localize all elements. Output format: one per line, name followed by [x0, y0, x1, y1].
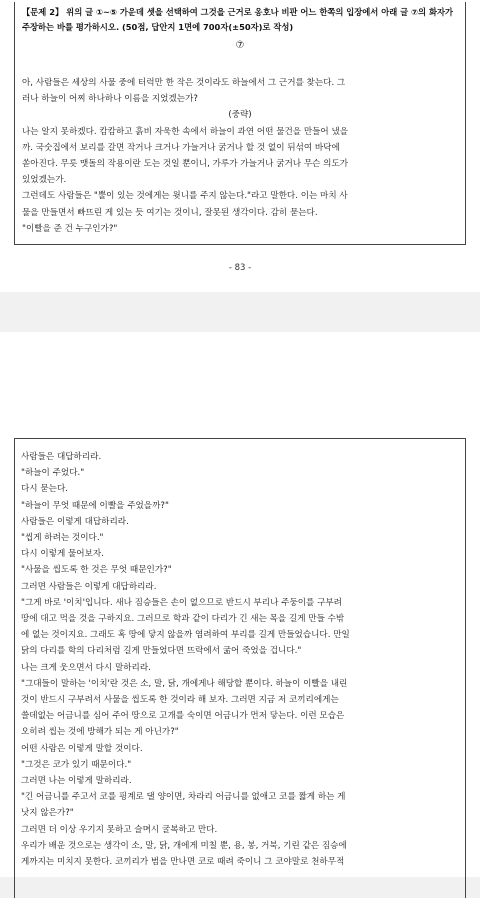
passage-line: 다시 이렇게 물어보자. [21, 549, 104, 560]
passage-line: "그게 바로 '이치'입니다. 새나 짐승들은 손이 없으므로 반드시 부리나 주둥이를 구부려 [21, 597, 342, 608]
passage-line: 우리가 배운 것으로는 생각이 소, 말, 닭, 개에게 미칠 뿐, 용, 봉, 거북, 기린 같은 짐승에 [21, 840, 347, 851]
passage-line: 사람들은 대답하리라. [21, 452, 102, 462]
passage-line: 쏟아진다. 무릇 맷돌의 작용이란 도는 것일 뿐이니, 가루가 가늘거나 굵거나 무슨 의도가 [22, 159, 349, 170]
passage-line: "긴 어금니를 주고서 코를 핑계로 댈 양이면, 차라리 어금니를 없애고 코를 짧게 하는 게 [21, 792, 346, 803]
passage-line: 그러면 더 이상 우기지 못하고 슬며시 굴복하고 만다. [21, 824, 218, 835]
passage-number: ⑦ [235, 40, 245, 51]
passage-line: 낫지 않은가?" [21, 808, 74, 819]
passage-line: "하늘이 주었다." [21, 468, 85, 479]
passage-line: 닭의 다리를 학의 다리처럼 길게 만들었다면 뜨락에서 굶어 죽었을 겁니다." [21, 646, 302, 657]
passage-line: 다시 묻는다. [21, 484, 68, 495]
passage-line: 있었겠는가. [22, 175, 67, 186]
passage-line: 아, 사람들은 세상의 사물 중에 터럭만 한 작은 것이라도 하늘에서 그 근거를 찾는다. 그 [22, 78, 346, 88]
passage-line: 에 없는 것이지요. 그래도 혹 땅에 닿지 않을까 염려하여 부리를 길게 만들었습니다. 만일 [21, 630, 350, 641]
passage-line: "하늘이 무엇 때문에 이빨을 주었을까?" [21, 500, 169, 511]
passage-line: 쓸데없는 어금니를 심어 주어 땅으로 고개를 숙이면 어금니가 먼저 닿는다. 이런 모습은 [21, 711, 345, 722]
passage-line: "이빨을 준 건 누구인가?" [22, 223, 118, 234]
passage-line: "사물을 씹도록 한 것은 무엇 때문인가?" [21, 565, 172, 576]
passage-line: 러나 하늘이 어찌 하나하나 이름을 지었겠는가? [22, 94, 198, 105]
document-page-84 [0, 332, 480, 877]
document-page-83 [0, 0, 480, 292]
passage-line: 그런데도 사람들은 "뿔이 있는 것에게는 윗니를 주지 않는다."라고 말한다. 이는 마치 사 [22, 191, 348, 202]
passage-line: 그러면 사람들은 이렇게 대답하리라. [21, 581, 157, 592]
passage-line: 땅에 대고 먹을 것을 구하지요. 그러므로 학과 같이 다리가 긴 새는 목을 길게 만들 수밖 [21, 614, 345, 625]
passage-line: 것이 반드시 구부려서 사물을 씹도록 한 것이라 해 보자. 그러면 지금 저 코끼리에게는 [21, 695, 339, 706]
passage-line: 물을 만들면서 빠뜨린 게 있는 듯 여기는 것이니, 잘못된 생각이다. 감히 묻는다. [22, 207, 318, 218]
passage-line: 나는 알지 못하겠다. 캄캄하고 흙비 자욱한 속에서 하늘이 과연 어떤 물건을 만들어 냈을 [22, 126, 349, 137]
page-number: - 83 - [228, 263, 252, 273]
passage-line: "씹게 하려는 것이다." [21, 533, 104, 544]
passage-line: "그대들이 말하는 '이치'란 것은 소, 말, 닭, 개에게나 해당할 뿐이다. 하늘이 이빨을 내린 [21, 678, 348, 689]
passage-line: 사람들은 이렇게 대답하리라. [21, 516, 129, 527]
passage-line: 그러면 나는 이렇게 말하리라. [21, 776, 132, 787]
passage-line: 나는 크게 웃으면서 다시 말하리라. [21, 662, 151, 673]
passage-line: 까. 국숫집에서 보리를 갈면 작거나 크거나 가늘거나 굵거나 할 것 없이 뒤섞여 바닥에 [22, 142, 340, 153]
question-text: 【문제 2】 위의 글 ①~⑤ 가운데 셋을 선택하여 그것을 근거로 옹호나 비판 어느 한쪽의 입장에서 아래 글 ⑦의 화자가 주장하는 바를 평가하시오. (50점, 답안지 1면에 700자(±50자)로 작성) [22, 7, 453, 32]
passage-line: "그것은 코가 있기 때문이다." [21, 759, 132, 770]
omission-mark: (중략) [228, 110, 252, 121]
passage-line: 어떤 사람은 이렇게 말할 것이다. [21, 743, 143, 754]
passage-text-page1 [22, 75, 458, 237]
passage-text-page2 [21, 449, 458, 870]
passage-line: 오히려 씹는 것에 방해가 되는 게 아닌가?" [21, 727, 179, 738]
passage-line: 게까지는 미치지 못한다. 코끼리가 범을 만나면 코로 때려 죽이니 그 코야말로 천하무적 [21, 857, 345, 868]
